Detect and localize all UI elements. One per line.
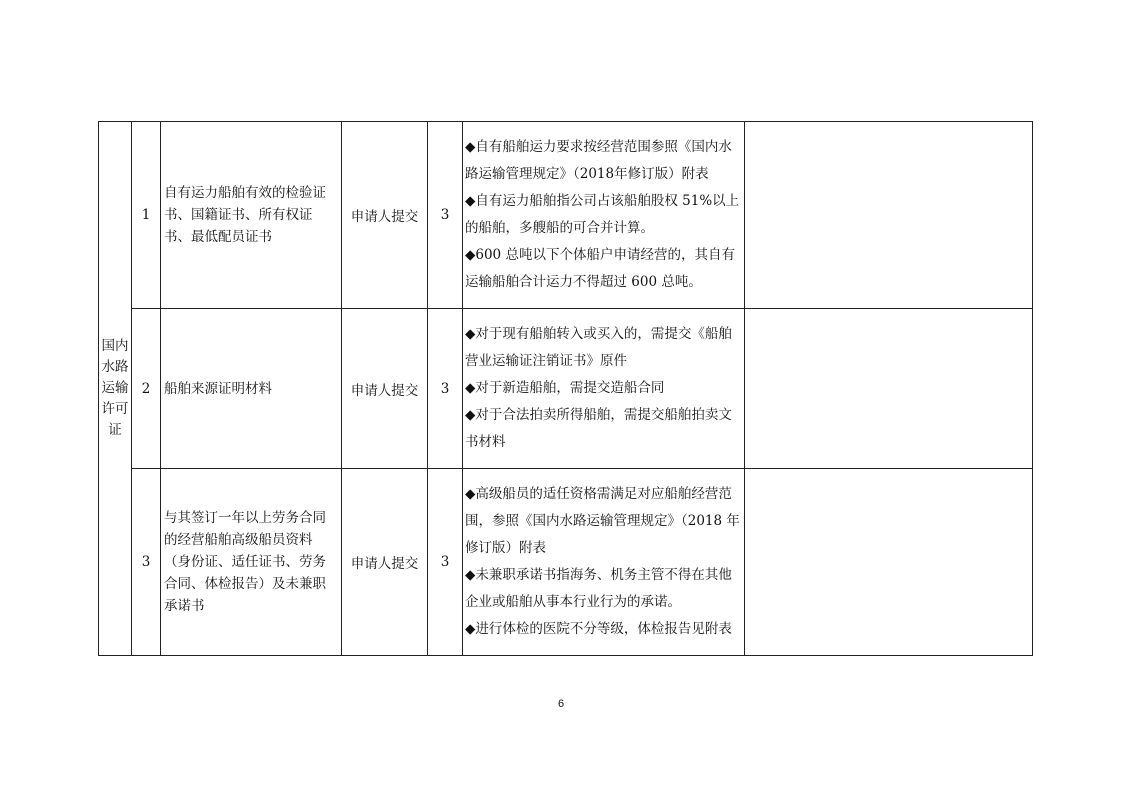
copy-count: 3 <box>428 309 463 469</box>
material-source: 申请人提交 <box>342 309 428 469</box>
note-item: ◆自有船舶运力要求按经营范围参照《国内水路运输管理规定》（2018年修订版）附表 <box>465 139 732 182</box>
material-source: 申请人提交 <box>342 122 428 309</box>
category-cell <box>99 122 132 656</box>
empty-cell <box>745 122 1033 309</box>
note-item: ◆进行体检的医院不分等级，体检报告见附表 <box>465 621 732 637</box>
notes-cell <box>463 469 745 656</box>
note-item: ◆对于合法拍卖所得船舶，需提交船舶拍卖文书材料 <box>465 407 732 450</box>
note-item: ◆600 总吨以下个体船户申请经营的，其自有运输船舶合计运力不得超过 600 总吨。 <box>465 247 735 290</box>
table-row <box>99 469 1033 656</box>
table-row <box>99 122 1033 309</box>
category-label: 国内水路运输许可证 <box>101 338 129 438</box>
notes-cell <box>463 309 745 469</box>
row-number: 1 <box>132 122 161 309</box>
requirements-table <box>98 121 1033 656</box>
row-number: 2 <box>132 309 161 469</box>
row-number: 3 <box>132 469 161 656</box>
page-number: 6 <box>557 698 565 710</box>
material-name: 船舶来源证明材料 <box>161 309 342 469</box>
note-item: ◆自有运力船舶指公司占该船舶股权 51%以上的船舶，多艘船的可合并计算。 <box>465 193 740 236</box>
material-name: 与其签订一年以上劳务合同的经营船舶高级船员资料（身份证、适任证书、劳务合同、体检报告）及未兼职承诺书 <box>161 469 342 656</box>
material-name: 自有运力船舶有效的检验证书、国籍证书、所有权证书、最低配员证书 <box>161 122 342 309</box>
note-item: ◆未兼职承诺书指海务、机务主管不得在其他企业或船舶从事本行业行为的承诺。 <box>465 567 732 610</box>
notes-cell <box>463 122 745 309</box>
material-source: 申请人提交 <box>342 469 428 656</box>
note-item: ◆对于新造船舶，需提交造船合同 <box>465 380 665 396</box>
copy-count: 3 <box>428 122 463 309</box>
empty-cell <box>745 469 1033 656</box>
table-row <box>99 309 1033 469</box>
note-item: ◆高级船员的适任资格需满足对应船舶经营范围，参照《国内水路运输管理规定》（2018 年修订版）附表 <box>465 486 740 556</box>
note-item: ◆对于现有船舶转入或买入的，需提交《船舶营业运输证注销证书》原件 <box>465 326 732 369</box>
copy-count: 3 <box>428 469 463 656</box>
empty-cell <box>745 309 1033 469</box>
